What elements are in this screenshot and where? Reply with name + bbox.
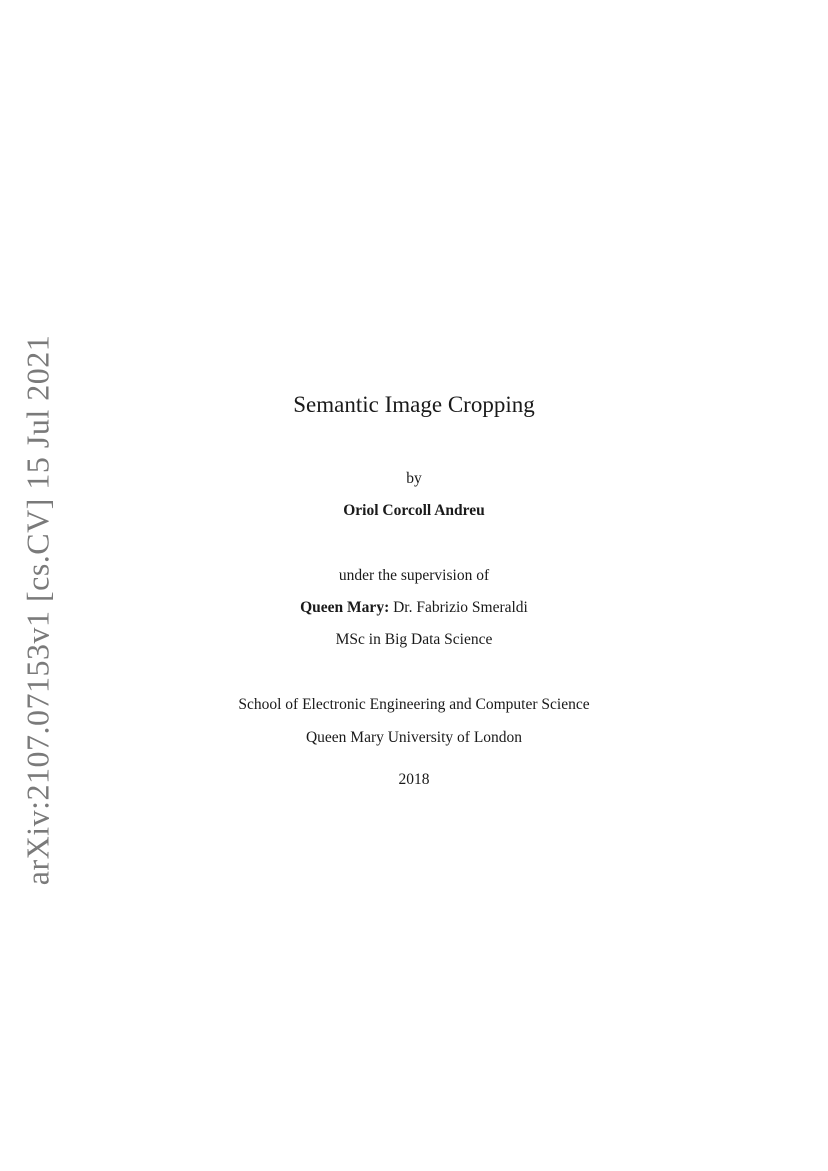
supervisor-name: Dr. Fabrizio Smeraldi xyxy=(393,599,528,616)
university-name: Queen Mary University of London xyxy=(305,729,523,746)
supervision-intro: under the supervision of xyxy=(338,567,490,584)
supervisor-affiliation: Queen Mary: xyxy=(300,599,390,616)
by-label: by xyxy=(406,470,422,487)
arxiv-identifier: arXiv:2107.07153v1 [cs.CV] 15 Jul 2021 xyxy=(19,334,56,886)
school-name: School of Electronic Engineering and Computer Science xyxy=(238,696,590,713)
author-name: Oriol Corcoll Andreu xyxy=(343,502,485,519)
supervisor-line xyxy=(0,598,828,618)
year: 2018 xyxy=(398,771,430,788)
degree-program: MSc in Big Data Science xyxy=(335,631,493,648)
document-title: Semantic Image Cropping xyxy=(293,392,535,417)
